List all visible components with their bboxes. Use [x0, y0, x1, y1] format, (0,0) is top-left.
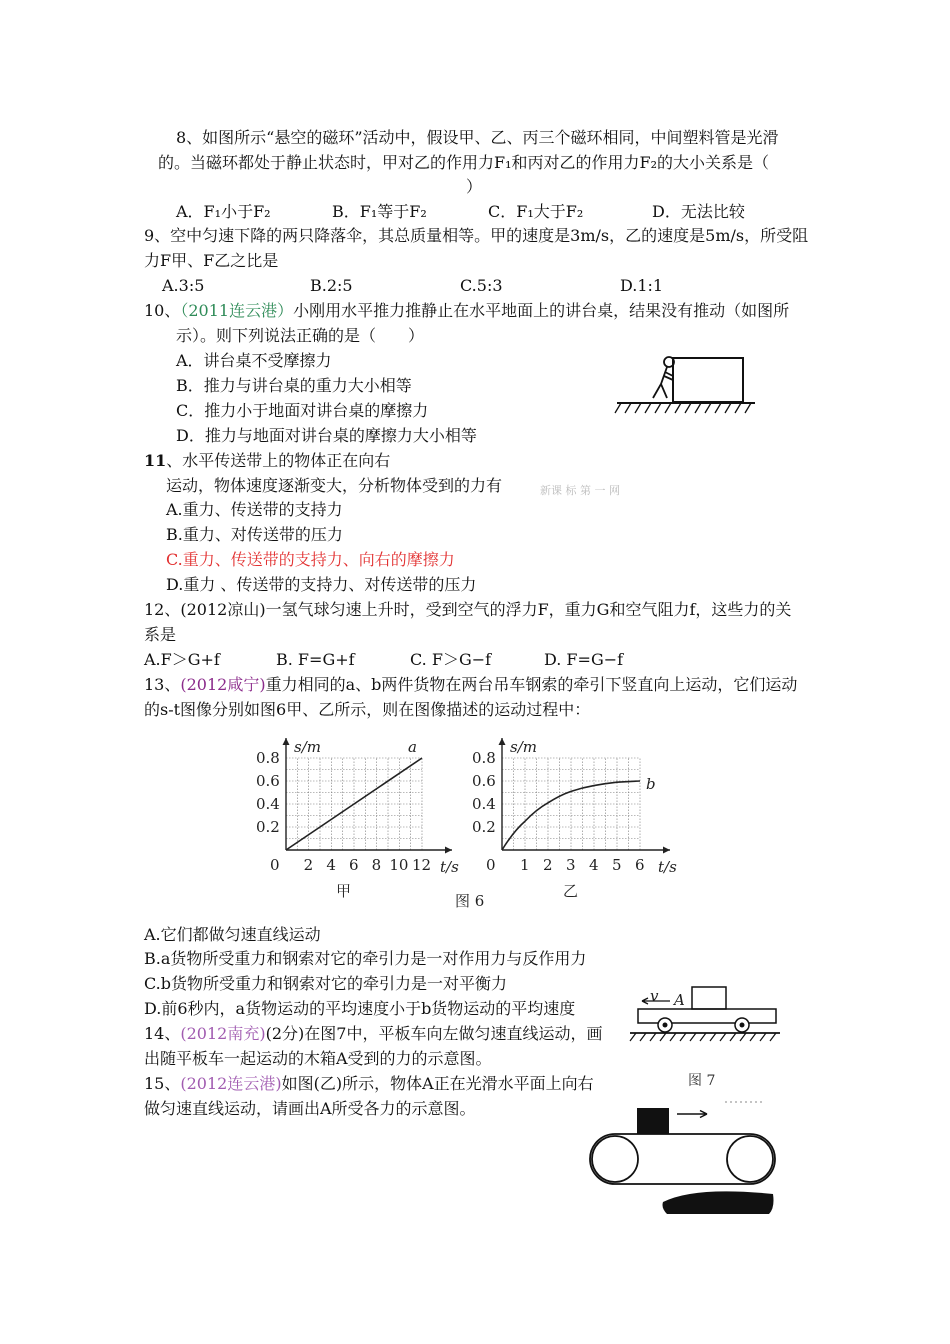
q10-option-c: C．推力小于地面对讲台桌的摩擦力: [176, 401, 429, 420]
q12-line2: 系是: [144, 625, 177, 644]
figure-6-charts: [250, 720, 700, 915]
chart-2-x-tick-label: 5: [612, 856, 622, 874]
chart-1-series-label-a: a: [408, 738, 417, 756]
chart-1-origin-label: 0: [270, 856, 280, 874]
q13-stem: 重力相同的a、b两件货物在两台吊车钢索的牵引下竖直向上运动，它们运动: [265, 675, 798, 694]
watermark: 新课 标 第 一 网: [540, 484, 620, 497]
q9-option-b: B.2:5: [310, 276, 353, 295]
chart-2-y-tick-label: 0.2: [472, 818, 496, 836]
chart-1-y-axis-arrow: [283, 738, 290, 745]
object-a: [637, 1108, 669, 1134]
chart-2-series-label-b: b: [646, 775, 656, 793]
q8-line3: ）: [466, 177, 483, 196]
chart-2-origin-label: 0: [486, 856, 496, 874]
q13-line1: [144, 674, 797, 696]
chart-1-x-tick-label: 10: [389, 856, 409, 874]
fig7-caption: 图 7: [688, 1073, 716, 1089]
q13-line2: 的s-t图像分别如图6甲、乙所示，则在图像描述的运动过程中：: [144, 700, 591, 719]
q13-option-b: B.a货物所受重力和钢索对它的牵引力是一对作用力与反作用力: [144, 949, 587, 968]
q10-source: （2011连云港）: [180, 301, 294, 320]
q8-option-d: D．无法比较: [652, 202, 745, 221]
conveyor-belt-figure: [585, 1090, 785, 1220]
q8-option-b: B．F₁等于F₂: [332, 202, 427, 221]
q9-line2: 力F甲、F乙之比是: [144, 251, 279, 270]
chart-1-x-tick-label: 2: [303, 856, 314, 874]
q8-line1: 8、如图所示“悬空的磁环”活动中，假设甲、乙、丙三个磁环相同，中间塑料管是光滑: [176, 128, 779, 147]
chart-2-y-tick-label: 0.8: [472, 749, 496, 767]
q10-line1: [144, 300, 789, 322]
q11-option-a: A.重力、传送带的支持力: [166, 500, 343, 519]
chart-1-y-tick-label: 0.2: [256, 818, 280, 836]
q14-source: (2012南充): [180, 1024, 266, 1043]
q12-option-a: A.F＞G+f: [144, 650, 220, 669]
figure-7-truck: [630, 985, 780, 1095]
chart-1-subtitle: 甲: [336, 882, 352, 900]
belt-outline: [590, 1134, 775, 1184]
q15-stem: 如图(乙)所示，物体A正在光滑水平面上向右: [281, 1074, 594, 1093]
q10-number: 10、: [144, 301, 181, 320]
figure-6-caption: 图 6: [455, 892, 485, 910]
q11-option-c: C.重力、传送带的支持力、向右的摩擦力: [166, 550, 455, 569]
chart-1-y-tick-label: 0.6: [256, 772, 280, 790]
q14-line2: 出随平板车一起运动的木箱A受到的力的示意图。: [144, 1049, 492, 1068]
chart-1-x-tick-label: 6: [349, 856, 359, 874]
q9-line1: 9、空中匀速下降的两只降落伞，其总质量相等。甲的速度是3m/s，乙的速度是5m/s，所受阻: [144, 226, 809, 245]
q14-number: 14、: [144, 1024, 181, 1043]
q12-option-c: C. F＞G−f: [410, 650, 492, 669]
q10-option-d: D．推力与地面对讲台桌的摩擦力大小相等: [176, 426, 477, 445]
q9-option-c: C.5:3: [460, 276, 503, 295]
q15-number: 15、: [144, 1074, 181, 1093]
q15-line2: 做匀速直线运动，请画出A所受各力的示意图。: [144, 1099, 476, 1118]
pushing-desk-figure: [615, 352, 760, 422]
q11-line1: [144, 450, 390, 472]
q11-option-b: B.重力、对传送带的压力: [166, 525, 343, 544]
chart-1-x-tick-label: 8: [371, 856, 382, 874]
roller-right: [727, 1136, 773, 1182]
chart-2-x-tick-label: 2: [543, 856, 553, 874]
q8-line2: 的。当磁环都处于静止状态时，甲对乙的作用力F₁和丙对乙的作用力F₂的大小关系是（: [158, 153, 770, 172]
chart-1-y-tick-label: 0.4: [256, 795, 280, 813]
q14-line1: [144, 1023, 602, 1045]
q9-option-a: A.3:5: [162, 276, 205, 295]
q13-option-c: C.b货物所受重力和钢索对它的牵引力是一对平衡力: [144, 974, 508, 993]
chart-2-x-tick-label: 4: [589, 856, 599, 874]
q13-option-a: A.它们都做匀速直线运动: [144, 925, 321, 944]
chart-1-x-tick-label: 4: [326, 856, 336, 874]
chart-2-x-tick-label: 1: [520, 856, 530, 874]
chart-2-subtitle: 乙: [563, 882, 579, 900]
q11-line2: 运动，物体速度逐渐变大，分析物体受到的力有: [166, 476, 503, 495]
chart-1-x-tick-label: 12: [412, 856, 432, 874]
q8-option-c: C．F₁大于F₂: [488, 202, 584, 221]
q9-option-d: D.1:1: [620, 276, 664, 295]
q8-option-a: A．F₁小于F₂: [176, 202, 271, 221]
chart-2-xlabel: t/s: [658, 858, 677, 876]
q10-line2: 示）。则下列说法正确的是（ ）: [176, 326, 425, 345]
q12-option-b: B. F=G+f: [276, 650, 355, 669]
chart-2-ylabel: s/m: [510, 738, 537, 756]
wheel-right-hub: [740, 1023, 745, 1028]
ground-hatch: [615, 403, 751, 413]
desk-box: [673, 358, 743, 402]
q10-option-b: B．推力与讲台桌的重力大小相等: [176, 376, 412, 395]
chart-1-ylabel: s/m: [294, 738, 321, 756]
person-body: [653, 367, 673, 398]
q14-stem: (2分)在图7中，平板车向左做匀速直线运动，画: [265, 1024, 603, 1043]
q15-line1: [144, 1073, 594, 1095]
box-a-label: A: [674, 991, 685, 1009]
q10-option-a: A．讲台桌不受摩擦力: [176, 351, 332, 370]
chart-2-y-axis-arrow: [499, 738, 506, 745]
base-shadow: [663, 1191, 774, 1214]
box-a: [692, 987, 726, 1009]
q13-option-d: D.前6秒内，a货物运动的平均速度小于b货物运动的平均速度: [144, 999, 576, 1018]
chart-1-x-axis-arrow: [445, 847, 452, 854]
q13-source: (2012咸宁): [180, 675, 266, 694]
chart-2-x-tick-label: 6: [635, 856, 645, 874]
q12-line1: 12、(2012凉山)一氢气球匀速上升时，受到空气的浮力F，重力G和空气阻力f，这些力的关: [144, 600, 792, 619]
q11-number: 11: [144, 451, 167, 470]
chart-2-y-tick-label: 0.6: [472, 772, 496, 790]
q15-source: (2012连云港): [180, 1074, 282, 1093]
chart-2-x-axis-arrow: [663, 847, 670, 854]
wheel-left-hub: [663, 1023, 668, 1028]
q11-stem: 、水平传送带上的物体正在向右: [166, 451, 391, 470]
q12-option-d: D. F=G−f: [544, 650, 624, 669]
motion-arrow: [677, 1111, 707, 1118]
velocity-label: v: [650, 987, 659, 1005]
chart-1-y-tick-label: 0.8: [256, 749, 280, 767]
ground-hatch: [630, 1033, 776, 1041]
chart-2-x-tick-label: 3: [566, 856, 576, 874]
q11-option-d: D.重力 、传送带的支持力、对传送带的压力: [166, 575, 477, 594]
q10-stem: 小刚用水平推力推静止在水平地面上的讲台桌，结果没有推动（如图所: [293, 301, 790, 320]
roller-left: [592, 1136, 638, 1182]
q13-number: 13、: [144, 675, 181, 694]
chart-1-xlabel: t/s: [440, 858, 459, 876]
chart-2-y-tick-label: 0.4: [472, 795, 496, 813]
